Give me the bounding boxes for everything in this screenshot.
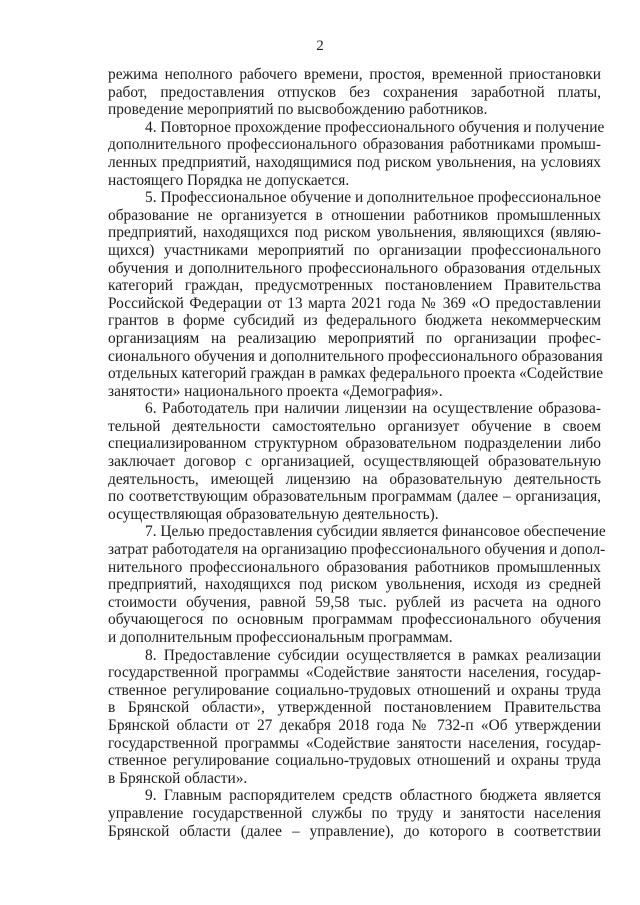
paragraph — [108, 189, 604, 400]
text-line: Брянской области (далее – управление), до которого в соответствии — [108, 822, 601, 840]
text-line: и дополнительным профессиональным программам. — [108, 629, 453, 646]
paragraph — [108, 66, 601, 119]
text-line: управление государственной службы по труду и занятости населения — [108, 804, 601, 822]
paragraph — [108, 787, 601, 840]
text-line: 5. Профессиональное обучение и дополнительное профессиональное — [145, 189, 601, 207]
text-line: государственной программы «Содействие занятости населения, государ- — [108, 664, 601, 682]
text-line: обучения и дополнительного профессионального образования отдельных — [108, 259, 601, 277]
text-line: отдельных категорий граждан в рамках федерального проекта «Содействие — [108, 365, 604, 383]
text-line: режима неполного рабочего времени, простоя, временной приостановки — [108, 66, 601, 83]
text-line: 8. Предоставление субсидии осуществляется в рамках реализации — [145, 646, 601, 664]
text-line: тельной деятельности самостоятельно организует обучение в своем — [108, 417, 601, 435]
text-line: сионального обучения и дополнительного профессионального образования — [108, 347, 603, 365]
text-line: организациям на реализацию мероприятий по организации профес- — [108, 329, 601, 347]
text-line: проведение мероприятий по высвобождению работников. — [108, 101, 488, 119]
text-line: по соответствующим образовательным программам (далее – организация, — [108, 488, 601, 506]
text-line: специализированном структурном образовательном подразделении либо — [108, 435, 601, 453]
text-line: категорий граждан, предусмотренных постановлением Правительства — [108, 277, 601, 295]
text-line: государственной программы «Содействие занятости населения, государ- — [108, 734, 601, 752]
text-line: Российской Федерации от 13 марта 2021 года № 369 «О предоставлении — [108, 294, 601, 312]
text-line: Брянской области от 27 декабря 2018 года № 732-п «Об утверждении — [108, 716, 601, 734]
text-line: затрат работодателя на организацию профессионального обучения и допол- — [108, 541, 606, 559]
text-line: нительного профессионального образования работников промышленных — [108, 558, 601, 576]
text-line: осуществляющая образовательную деятельность). — [108, 505, 439, 523]
paragraph — [108, 523, 606, 646]
paragraph — [108, 400, 601, 523]
text-line: 9. Главным распорядителем средств областного бюджета является — [145, 787, 601, 805]
paragraph — [108, 118, 605, 189]
text-line: настоящего Порядка не допускается. — [108, 171, 350, 189]
document-body — [108, 66, 606, 840]
text-line: предприятий, находящихся под риском увольнения, исходя из средней — [108, 576, 601, 594]
text-line: работ, предоставления отпусков без сохранения заработной платы, — [108, 83, 601, 101]
text-line: обучающегося по основным программам профессионального обучения — [108, 611, 601, 629]
text-line: дополнительного профессионального образования работниками промыш- — [108, 136, 601, 154]
paragraph — [108, 647, 601, 788]
text-line: стоимости обучения, равной 59,58 тыс. рублей из расчета на одного — [108, 593, 601, 611]
text-line: деятельность, имеющей лицензию на образовательную деятельность — [108, 470, 601, 488]
text-line: занятости» национального проекта «Демография». — [108, 382, 443, 400]
text-line: щихся) участниками мероприятий по организации профессионального — [108, 241, 601, 259]
page-number: 2 — [316, 38, 324, 54]
text-line: в Брянской области», утвержденной постановлением Правительства — [108, 699, 601, 717]
text-line: заключает договор с организацией, осуществляющей образовательную — [108, 453, 601, 471]
text-line: грантов в форме субсидий из федерального бюджета некоммерческим — [108, 312, 601, 330]
text-line: образование не организуется в отношении работников промышленных — [108, 206, 601, 224]
text-line: 4. Повторное прохождение профессионального обучения и получение — [145, 118, 605, 136]
text-line: в Брянской области». — [108, 769, 248, 787]
text-line: 6. Работодатель при наличии лицензии на осуществление образова- — [145, 400, 601, 418]
text-line: ственное регулирование социально-трудовых отношений и охраны труда — [108, 681, 601, 699]
text-line: ственное регулирование социально-трудовых отношений и охраны труда — [108, 752, 601, 770]
text-line: 7. Целью предоставления субсидии является финансовое обеспечение — [145, 523, 606, 541]
text-line: ленных предприятий, находящимися под риском увольнения, на условиях — [108, 153, 601, 171]
text-line: предприятий, находящихся под риском увольнения, являющихся (являю- — [108, 224, 601, 242]
